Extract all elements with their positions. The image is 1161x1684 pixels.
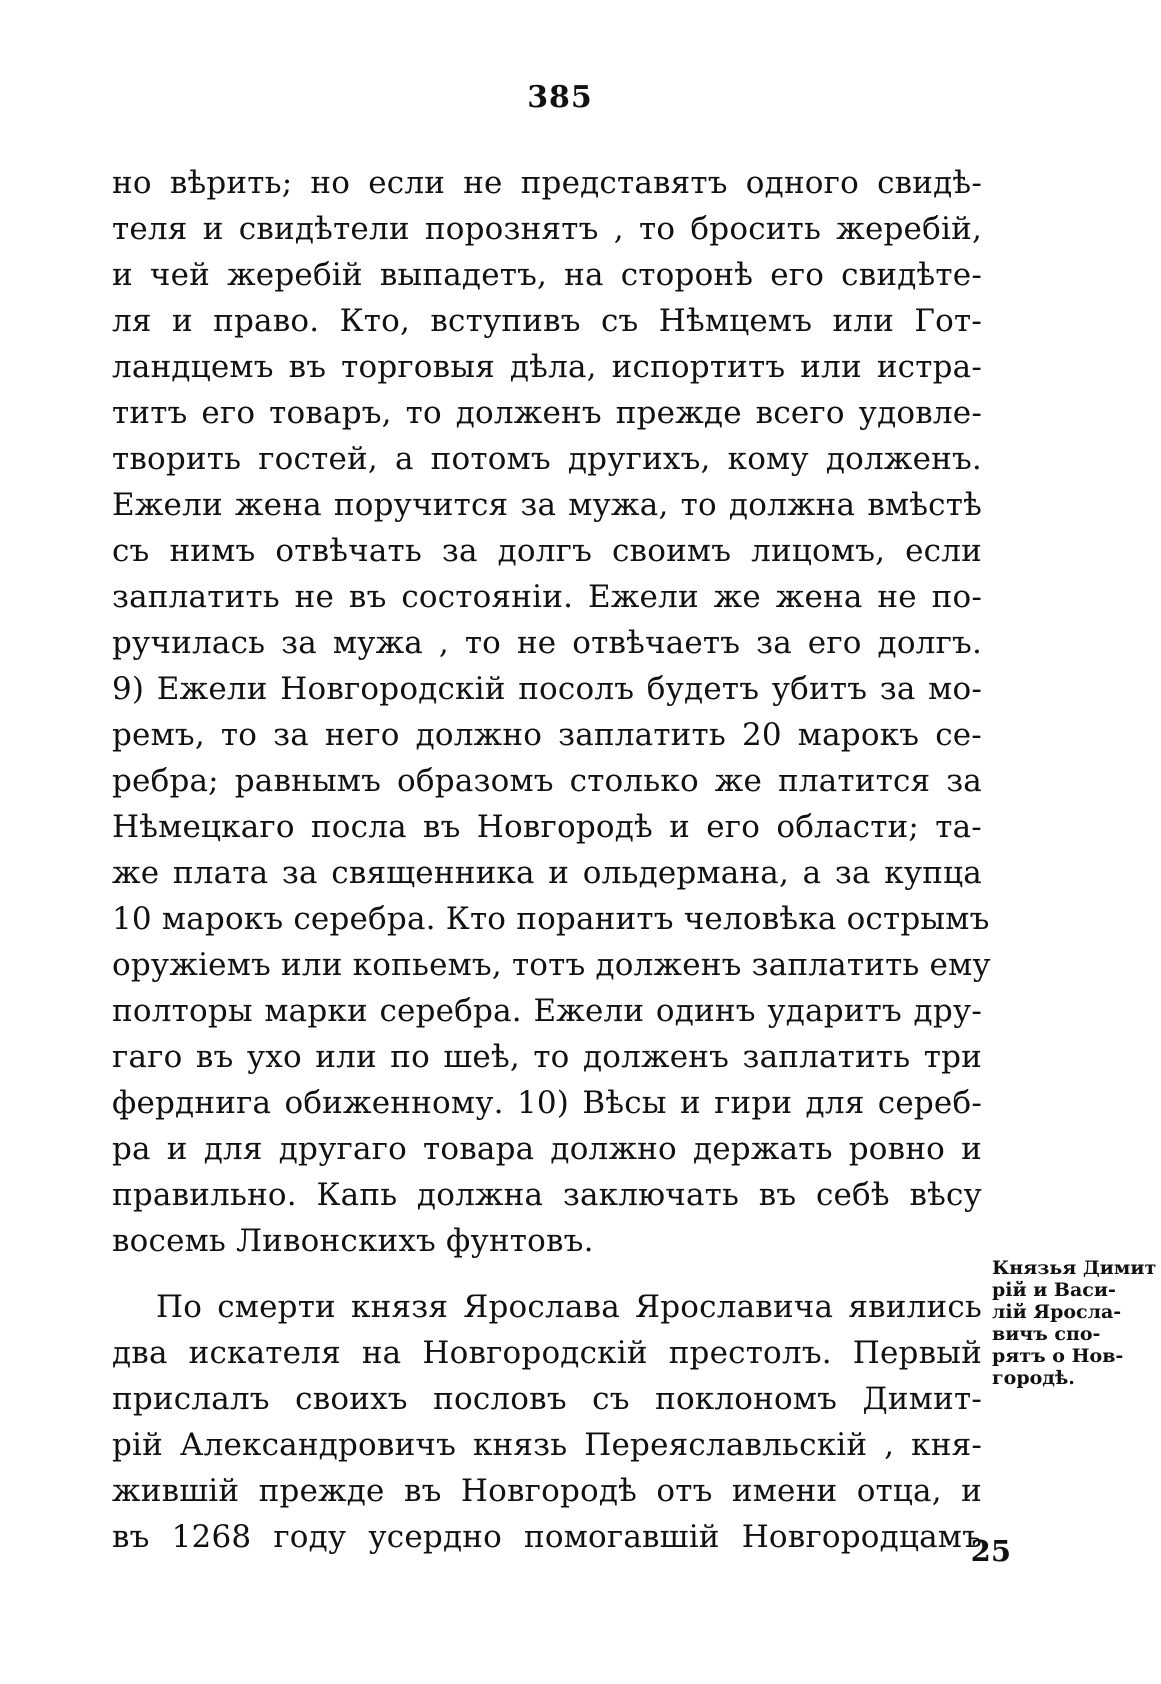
text-line: ра и для другаго товара должно держать ровно и <box>112 1131 982 1167</box>
text-line: ландцемъ въ торговыя дѣла, испортитъ или истра- <box>112 349 982 385</box>
body-text <box>112 160 991 1560</box>
text-line: восемь Ливонскихъ фунтовъ. <box>112 1223 594 1259</box>
text-line: но вѣрить; но если не представятъ одного свидѣ- <box>112 165 982 201</box>
text-line: теля и свидѣтели порознятъ , то бросить жеребій, <box>112 211 982 247</box>
text-line: По смерти князя Ярослава Ярославича явились <box>156 1289 982 1325</box>
text-line: ручилась за мужа , то не отвѣчаетъ за его долгъ. <box>112 625 982 661</box>
text-line: Нѣмецкаго посла въ Новгородѣ и его области; та- <box>112 809 982 845</box>
marginal-note-line: рятъ о Нов- <box>992 1345 1124 1367</box>
text-line: два искателя на Новгородскій престолъ. Первый <box>112 1335 982 1371</box>
paragraph-gap <box>112 1264 982 1284</box>
text-line: же плата за священника и ольдермана, а за купца <box>112 855 982 891</box>
marginal-note-line: городѣ. <box>992 1367 1075 1389</box>
marginal-note-line: Князья Димит <box>992 1257 1157 1279</box>
text-line: ферднига обиженному. 10) Вѣсы и гири для сереб- <box>112 1085 982 1121</box>
text-line: гаго въ ухо или по шеѣ, то долженъ заплатить три <box>112 1039 982 1075</box>
text-line: и чей жеребій выпадетъ, на сторонѣ его свидѣте- <box>112 257 982 293</box>
text-line: полторы марки серебра. Ежели одинъ ударитъ дру- <box>112 993 982 1029</box>
page-number: 385 <box>527 80 593 115</box>
marginal-note-line: вичъ спо- <box>992 1323 1101 1345</box>
text-line: въ 1268 году усердно помогавшій Новгородцамъ <box>112 1519 982 1555</box>
text-line: 9) Ежели Новгородскій посолъ будетъ убитъ за мо- <box>112 671 982 707</box>
marginal-note-line: лій Яросла- <box>992 1301 1122 1323</box>
text-line: ремъ, то за него должно заплатить 20 марокъ се- <box>112 717 982 753</box>
text-line: правильно. Капь должна заключать въ себѣ вѣсу <box>112 1177 982 1213</box>
signature-mark: 25 <box>970 1534 1011 1568</box>
marginal-note <box>992 1257 1157 1389</box>
text-line: Ежели жена поручится за мужа, то должна вмѣстѣ <box>112 487 982 523</box>
text-line: заплатить не въ состояніи. Ежели же жена не по- <box>112 579 982 615</box>
text-line: съ нимъ отвѣчать за долгъ своимъ лицомъ, если <box>112 533 982 569</box>
marginal-note-line: рій и Васи- <box>992 1279 1116 1301</box>
text-line: рій Александровичъ князь Переяславльскій , кня- <box>112 1427 982 1463</box>
text-line: ля и право. Кто, вступивъ съ Нѣмцемъ или Гот- <box>112 303 982 339</box>
text-line: прислалъ своихъ пословъ съ поклономъ Димит- <box>112 1381 982 1417</box>
text-line: титъ его товаръ, то долженъ прежде всего удовле- <box>112 395 982 431</box>
text-line: 10 марокъ серебра. Кто поранитъ человѣка острымъ <box>112 901 990 937</box>
text-line: ребра; равнымъ образомъ столько же платится за <box>112 763 982 799</box>
text-line: творить гостей, а потомъ другихъ, кому долженъ. <box>112 441 982 477</box>
text-line: жившій прежде въ Новгородѣ отъ имени отца, и <box>112 1473 982 1509</box>
text-line: оружіемъ или копьемъ, тотъ долженъ заплатить ему <box>112 947 991 983</box>
